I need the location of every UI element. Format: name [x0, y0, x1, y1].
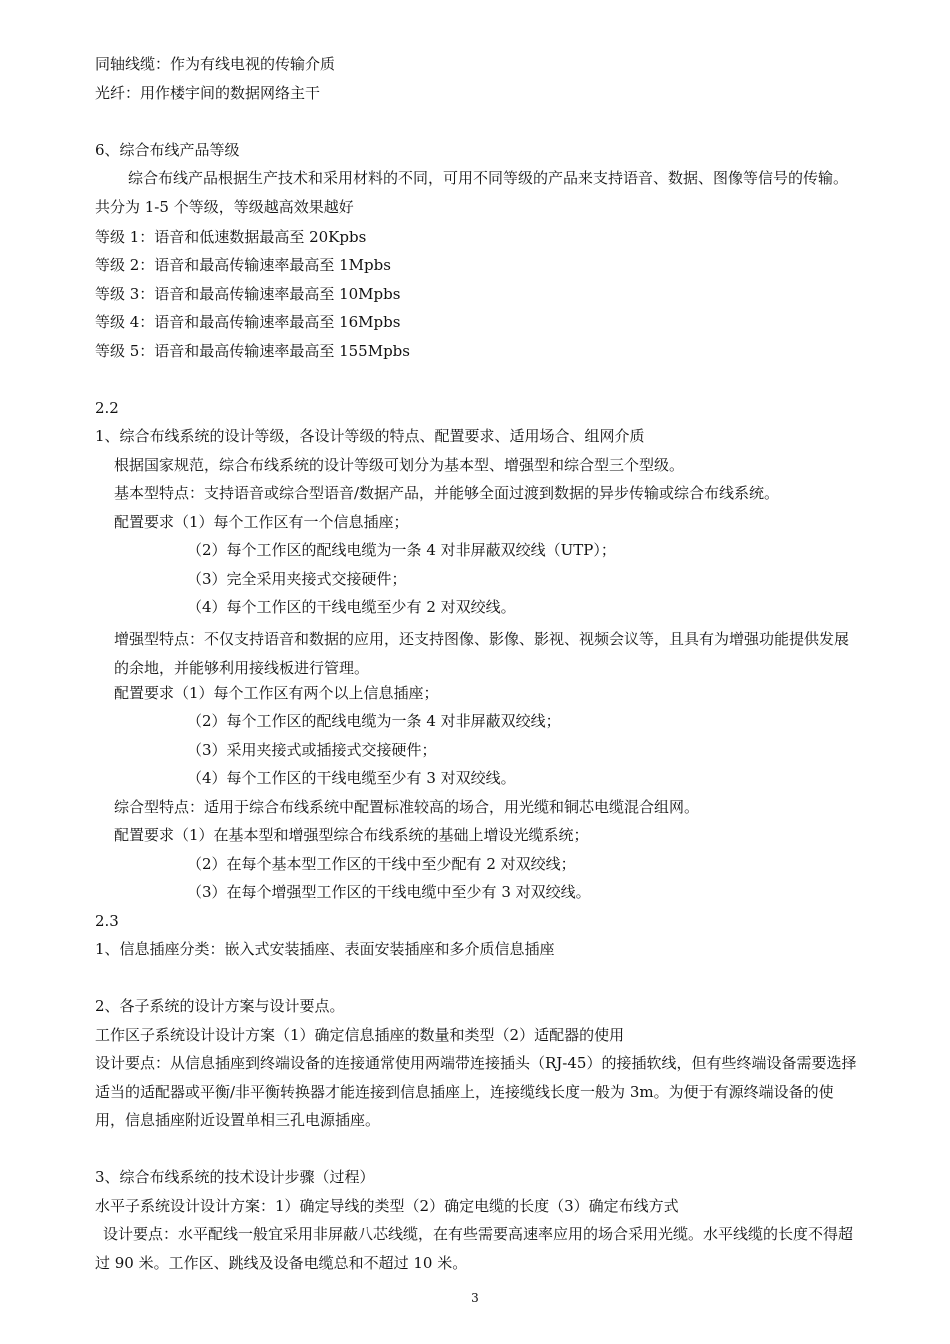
paragraph: 根据国家规范，综合布线系统的设计等级可划分为基本型、增强型和综合型三个型级。 [114, 456, 685, 474]
list-item: 等级 4：语音和最高传输速率最高至 16Mpbs [95, 313, 401, 331]
question-heading: 3、综合布线系统的技术设计步骤（过程） [95, 1168, 375, 1186]
list-item: 等级 1：语音和低速数据最高至 20Kpbs [95, 228, 367, 246]
paragraph: 水平子系统设计设计方案：1）确定导线的类型（2）确定电缆的长度（3）确定布线方式 [95, 1197, 679, 1215]
list-item: 配置要求（1）每个工作区有一个信息插座； [114, 513, 409, 531]
paragraph: 综合型特点：适用于综合布线系统中配置标准较高的场合，用光缆和铜芯电缆混合组网。 [114, 798, 700, 816]
paragraph: 增强型特点：不仅支持语音和数据的应用，还支持图像、影像、影视、视频会议等，且具有为增强功能提供发展的余地，并能够利用接线板进行管理。 [114, 630, 850, 677]
question-heading: 1、综合布线系统的设计等级，各设计等级的特点、配置要求、适用场合、组网介质 [95, 427, 645, 445]
list-item: （3）完全采用夹接式交接硬件； [187, 570, 407, 588]
paragraph: 综合布线产品根据生产技术和采用材料的不同，可用不同等级的产品来支持语音、数据、图像等信号的传输。共分为 1-5 个等级，等级越高效果越好 [95, 169, 849, 216]
text-line: 光纤：用作楼宇间的数据网络主干 [95, 84, 321, 102]
question-heading: 1、信息插座分类：嵌入式安装插座、表面安装插座和多介质信息插座 [95, 940, 555, 958]
text-line: 同轴线缆：作为有线电视的传输介质 [95, 55, 336, 73]
section-number: 2.3 [95, 912, 119, 930]
page-number: 3 [471, 1291, 479, 1305]
list-item: （2）在每个基本型工作区的干线中至少配有 2 对双绞线； [187, 855, 576, 873]
section-number: 2.2 [95, 399, 119, 417]
paragraph: 设计要点：水平配线一般宜采用非屏蔽八芯线缆，在有些需要高速率应用的场合采用光缆。水平线缆的长度不得超过 90 米。工作区、跳线及设备电缆总和不超过 10 米。 [95, 1225, 854, 1272]
list-item: 配置要求（1）每个工作区有两个以上信息插座； [114, 684, 439, 702]
list-item: 等级 2：语音和最高传输速率最高至 1Mpbs [95, 256, 391, 274]
list-item: （4）每个工作区的干线电缆至少有 3 对双绞线。 [187, 769, 516, 787]
paragraph: 工作区子系统设计设计方案（1）确定信息插座的数量和类型（2）适配器的使用 [95, 1026, 625, 1044]
list-item: 等级 5：语音和最高传输速率最高至 155Mpbs [95, 342, 410, 360]
section-heading: 6、综合布线产品等级 [95, 141, 240, 159]
list-item: 等级 3：语音和最高传输速率最高至 10Mpbs [95, 285, 401, 303]
list-item: （3）在每个增强型工作区的干线电缆中至少有 3 对双绞线。 [187, 883, 591, 901]
question-heading: 2、各子系统的设计方案与设计要点。 [95, 997, 345, 1015]
list-item: （4）每个工作区的干线电缆至少有 2 对双绞线。 [187, 598, 516, 616]
paragraph: 基本型特点：支持语音或综合型语音/数据产品，并能够全面过渡到数据的异步传输或综合布线系统。 [114, 484, 780, 502]
list-item: 配置要求（1）在基本型和增强型综合布线系统的基础上增设光缆系统； [114, 826, 589, 844]
list-item: （2）每个工作区的配线电缆为一条 4 对非屏蔽双绞线； [187, 712, 561, 730]
paragraph: 设计要点：从信息插座到终端设备的连接通常使用两端带连接插头（RJ-45）的接插软线，但有些终端设备需要选择适当的适配器或平衡/非平衡转换器才能连接到信息插座上，连接缆线长度一般为 3m。为便于有源终端设备的使用，信息插座附近设置单相三孔电源插座。 [95, 1054, 857, 1129]
list-item: （3）采用夹接式或插接式交接硬件； [187, 741, 437, 759]
list-item: （2）每个工作区的配线电缆为一条 4 对非屏蔽双绞线（UTP）； [187, 541, 616, 559]
